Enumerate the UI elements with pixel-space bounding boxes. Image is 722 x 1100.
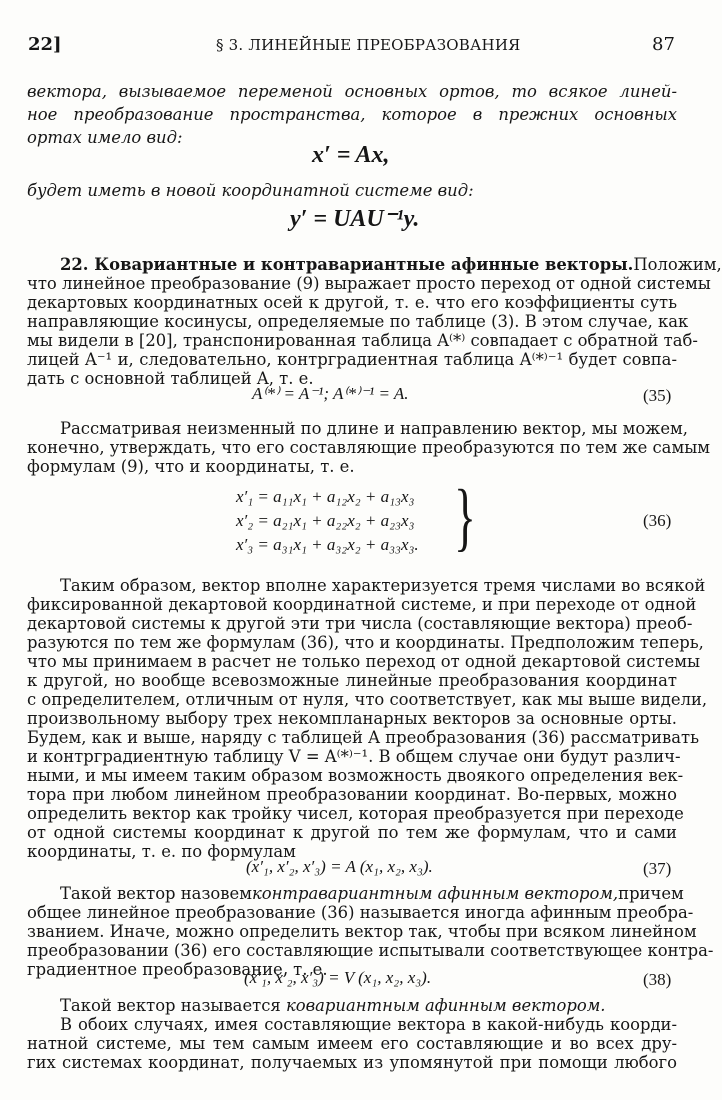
para4-line-1 <box>60 884 684 903</box>
equation-37: (x′₁, x′₂, x′₃) = A (x₁, x₂, x₃). <box>246 857 433 876</box>
para3-line-4: разуются по тем же формулам (36), что и координаты. Предположим теперь, <box>27 633 704 652</box>
equation-36-number: (36) <box>643 511 672 530</box>
para3-line-11: ными, и мы имеем таким образом возможность двоякого определения век- <box>27 766 684 785</box>
running-title: § 3. ЛИНЕЙНЫЕ ПРЕОБРАЗОВАНИЯ <box>216 36 521 54</box>
para3-line-14: от одной системы координат к другой по тем же формулам, что и сами <box>27 823 677 842</box>
equation-36-row-1: x′₁ = a₁₁x₁ + a₁₂x₂ + a₁₃x₃ <box>236 487 415 506</box>
section-heading-number: 22. <box>60 255 89 274</box>
equation-36-row-3: x′₃ = a₃₁x₁ + a₃₂x₂ + a₃₃x₃. <box>236 535 419 554</box>
intro-after-line: будет иметь в новой координатной системе вид: <box>27 181 474 200</box>
section22-line-5: лицей A⁻¹ и, следовательно, контрградиентная таблица A⁽*⁾⁻¹ будет совпа- <box>27 350 677 369</box>
para3-line-5: что мы принимаем в расчет не только переход от одной декартовой системы <box>27 652 701 671</box>
para2-line-2: конечно, утверждать, что его составляющие преобразуются по тем же самым <box>27 438 710 457</box>
para3-line-15: координаты, т. е. по формулам <box>27 842 296 861</box>
section22-line-3: направляющие косинусы, определяемые по таблице (3). В этом случае, как <box>27 312 689 331</box>
para2-line-3: формулам (9), что и координаты, т. е. <box>27 457 355 476</box>
formula-x-prime: x′ = Ax, <box>312 142 390 168</box>
para5-line <box>60 996 606 1015</box>
formula-y-prime: y′ = UAU⁻¹y. <box>290 206 420 232</box>
section-heading-line <box>60 255 722 274</box>
para3-line-9: Будем, как и выше, наряду с таблицей A преобразования (36) рассматривать <box>27 728 700 747</box>
page-number: 87 <box>652 34 675 55</box>
para3-line-12: тора при любом линейном преобразовании координат. Во-первых, можно <box>27 785 677 804</box>
para3-line-13: определить вектор как тройку чисел, которая преобразуется при переходе <box>27 804 684 823</box>
section-number: 22] <box>28 34 62 55</box>
para4-line-1-start: Такой вектор назовем <box>60 884 252 903</box>
para3-line-3: декартовой системы к другой эти три числа (составляющие вектора) преоб- <box>27 614 693 633</box>
equation-35: A⁽*⁾ = A⁻¹; A⁽*⁾⁻¹ = A. <box>252 384 409 403</box>
para4-line-5: градиентное преобразование, т. е. <box>27 960 328 979</box>
para4-line-4: преобразовании (36) его составляющие испытывали соответствующее контра- <box>27 941 714 960</box>
para6-line-3: гих системах координат, получаемых из упомянутой при помощи любого <box>27 1053 677 1072</box>
intro-line-1: вектора, вызываемое переменой основных ортов, то всякое линей- <box>27 82 677 101</box>
para3-line-2: фиксированной декартовой координатной системе, и при переходе от одной <box>27 595 697 614</box>
para6-line-2: натной системе, мы тем самым имеем его составляющие и во всех дру- <box>27 1034 677 1053</box>
para3-line-6: к другой, но вообще всевозможные линейные преобразования координат <box>27 671 677 690</box>
para2-line-1: Рассматривая неизменный по длине и направлению вектор, мы можем, <box>60 419 689 438</box>
para4-line-1-italic: контравариантным афинным вектором, <box>251 884 619 903</box>
para3-line-7: с определителем, отличным от нуля, что соответствует, как мы выше видели, <box>27 690 708 709</box>
para5-start: Такой вектор называется <box>60 996 286 1015</box>
equation-37-number: (37) <box>643 859 672 878</box>
section-heading-title: Ковариантные и контравариантные афинные векторы. <box>94 255 634 274</box>
equation-36-system <box>236 485 419 557</box>
intro-line-2: ное преобразование пространства, которое в прежних основных <box>27 105 677 124</box>
para5-italic: ковариантным афинным вектором. <box>285 996 606 1015</box>
para6-line-1: В обоих случаях, имея составляющие вектора в какой-нибудь коорди- <box>60 1015 677 1034</box>
section22-line-6: дать с основной таблицей A, т. е. <box>27 369 314 388</box>
para4-line-3: званием. Иначе, можно определить вектор так, чтобы при всяком линейном <box>27 922 697 941</box>
para3-line-1: Таким образом, вектор вполне характеризуется тремя числами во всякой <box>60 576 706 595</box>
section-first-line-rest: Положим, <box>633 255 722 274</box>
para4-line-2: общее линейное преобразование (36) называется иногда афинным преобра- <box>27 903 694 922</box>
section22-line-4: мы видели в [20], транспонированная таблица A⁽*⁾ совпадает с обратной таб- <box>27 331 698 350</box>
section22-line-1: что линейное преобразование (9) выражает просто переход от одной системы <box>27 274 711 293</box>
para3-line-8: произвольному выбору трех некомпланарных векторов за основные орты. <box>27 709 677 728</box>
equation-36-brace: } <box>454 475 476 559</box>
equation-38: (x′₁, x′₂, x′₃) = V (x₁, x₂, x₃). <box>244 968 432 987</box>
equation-35-number: (35) <box>643 386 672 405</box>
section-heading <box>60 255 633 274</box>
para4-line-1-end: причем <box>618 884 684 903</box>
intro-line-3: ортах имело вид: <box>27 128 183 147</box>
equation-38-number: (38) <box>643 970 672 989</box>
section22-line-2: декартовых координатных осей к другой, т. е. что его коэффициенты суть <box>27 293 677 312</box>
equation-36-row-2: x′₂ = a₂₁x₁ + a₂₂x₂ + a₂₃x₃ <box>236 511 415 530</box>
para3-line-10: и контрградиентную таблицу V = A⁽*⁾⁻¹. В общем случае они будут различ- <box>27 747 681 766</box>
